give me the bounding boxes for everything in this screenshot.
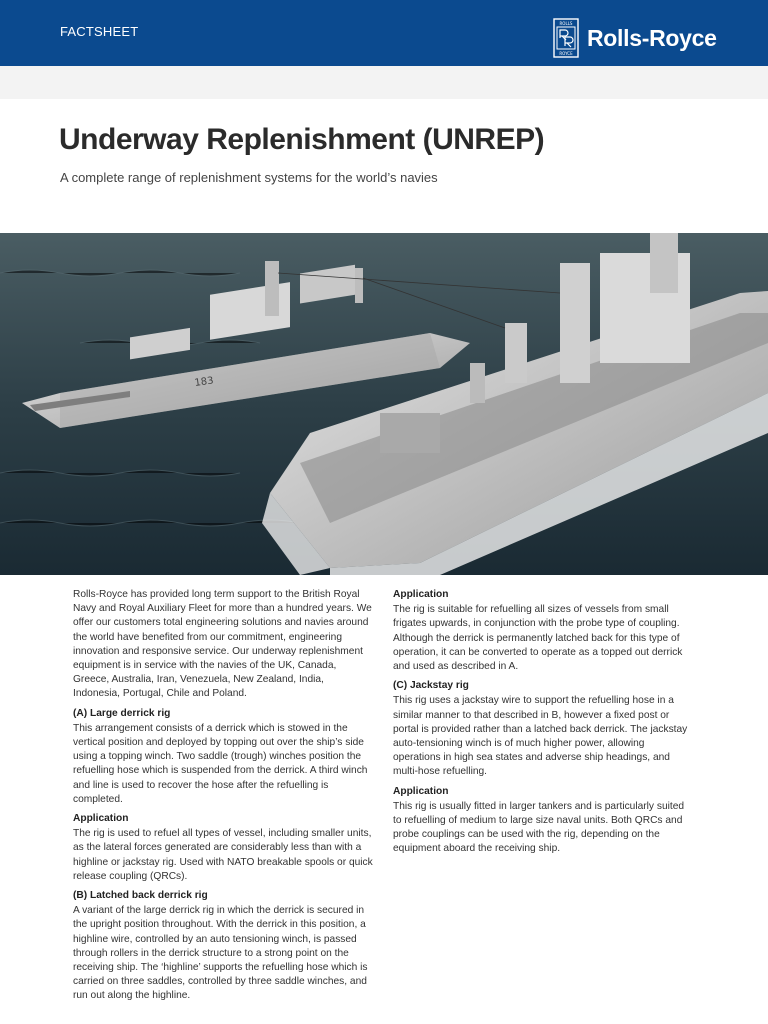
section-c-heading: (C) Jackstay rig bbox=[393, 680, 469, 692]
section-c-text: This rig uses a jackstay wire to support the refuelling hose in a similar manner to that described in B, however a fixed post or portal is provided rather than a latched back derrick. The jackstay auto-tensioning winch is of much higher power, allowing operations in high sea states and adverse ship headings, and multi-hose refuelling. bbox=[393, 695, 688, 778]
section-b-text: A variant of the large derrick rig in which the derrick is secured in the upright position throughout. With the derrick in this position, a highline wire, controlled by an auto tensioning winch, is passed through rollers in the derrick structure to a strong point on the receiving ship. The ‘highline’ supports the refuelling hose which is carried on three saddles, controlled by three saddle winches, and run out along the highline. bbox=[73, 905, 368, 1002]
factsheet-label: FACTSHEET bbox=[60, 24, 139, 39]
text-column-right bbox=[393, 588, 693, 862]
header-bar bbox=[0, 0, 768, 66]
text-column-left bbox=[73, 588, 373, 1009]
rr-monogram-icon bbox=[553, 18, 579, 58]
section-c-application-text: This rig is usually fitted in larger tankers and is particularly suited to refuelling of medium to large size naval units. Both QRCs and probe couplings can be used with the rig, depending on the equipment aboard the receiving ship. bbox=[393, 800, 685, 855]
hull-number-text: 183 bbox=[193, 375, 215, 389]
section-b-application-heading: Application bbox=[393, 589, 449, 600]
section-b-application-text: The rig is suitable for refuelling all sizes of vessels from small frigates upwards, in conjunction with the probe type of coupling. Although the derrick is permanently latched back for this type of operation, it can be converted to operate as a topped out derrick and used as described in A. bbox=[393, 604, 683, 673]
ships-illustration bbox=[0, 233, 768, 575]
section-a-text: This arrangement consists of a derrick which is stowed in the vertical position and deployed by topping out over the ship’s side using a topping winch. Two saddle (trough) winches position the refuelling hose which is suspended from the derrick. A third winch and line is used to recover the hose after the refuelling is completed. bbox=[73, 722, 368, 805]
badge-top-text: ROLLS bbox=[559, 21, 573, 26]
page-title: Underway Replenishment (UNREP) bbox=[59, 123, 545, 156]
brand-wordmark: Rolls-Royce bbox=[587, 24, 717, 51]
rolls-royce-logo bbox=[553, 18, 717, 58]
section-a-application-text: The rig is used to refuel all types of vessel, including smaller units, as the lateral forces generated are considerably less than with a highline or jackstay rig. Used with NATO breakable spools or quick release coupling (QRCs). bbox=[73, 828, 373, 882]
section-a-heading: (A) Large derrick rig bbox=[73, 707, 171, 719]
intro-paragraph: Rolls-Royce has provided long term support to the British Royal Navy and Royal Auxiliary Fleet for more than a hundred years. We offer our customers total engineering solutions and navies around the world have benefited from our commitment, engineering innovation and responsive service. Our underway replenishment equipment is in service with the navies of the UK, Canada, Greece, Australia, Iran, Venezuela, New Zealand, India, Indonesia, Portugal, Chile and Poland. bbox=[73, 589, 372, 700]
section-c-application-heading: Application bbox=[393, 785, 449, 797]
hero-photo-ships bbox=[0, 233, 768, 575]
page-subtitle: A complete range of replenishment systems for the world’s navies bbox=[60, 170, 438, 185]
section-a-application-heading: Application bbox=[73, 813, 129, 825]
sub-header-band bbox=[0, 66, 768, 99]
section-b-heading: (B) Latched back derrick rig bbox=[73, 890, 208, 902]
badge-bottom-text: ROYCE bbox=[559, 51, 573, 56]
